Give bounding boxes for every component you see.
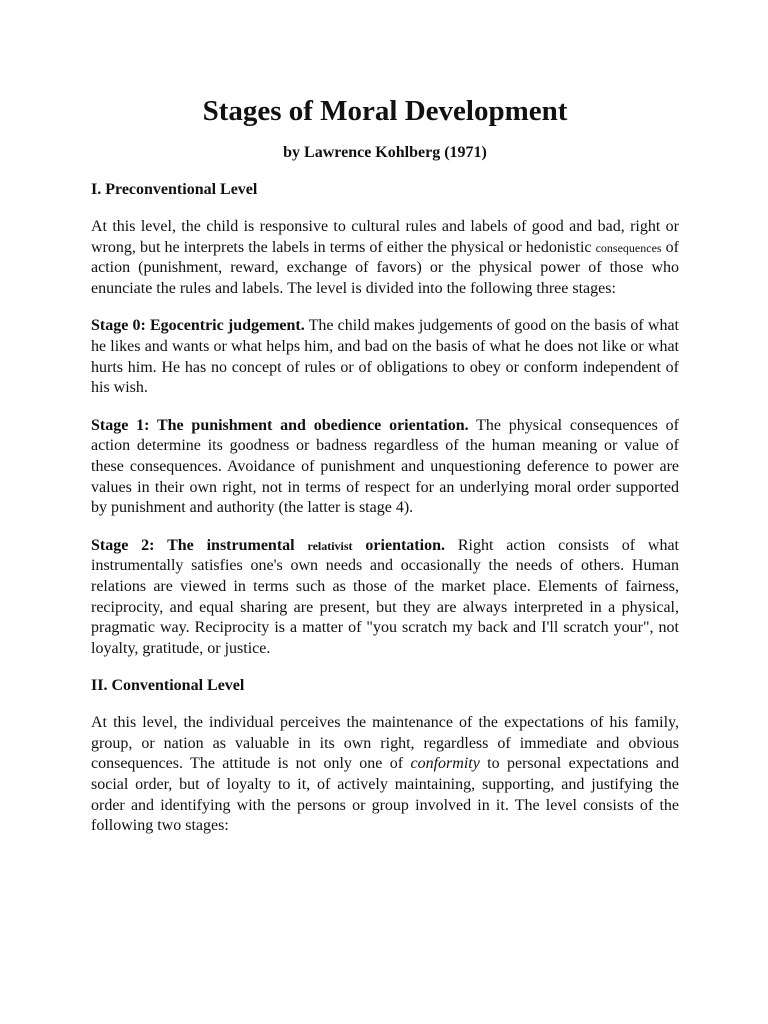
paragraph-stage-2 — [91, 536, 679, 660]
paragraph-stage-1 — [91, 416, 679, 519]
paragraph-conventional-intro — [91, 713, 679, 837]
stage-0-label: Stage 0: Egocentric judgement. — [91, 317, 305, 335]
paragraph-stage-0 — [91, 316, 679, 398]
stage-2-label-small: relativist — [307, 538, 353, 553]
document-author: by Lawrence Kohlberg (1971) — [283, 144, 487, 161]
stage-1-text: The physical consequences of action determine its goodness or badness regardless of the human meaning or value of these consequences. Avoidance of punishment and unquestioning deference to power are values in their own right, not in terms of respect for an underlying moral order supported by punishment and authority (the latter is stage 4). — [91, 416, 679, 517]
stage-2-text: Right action consists of what instrumentally satisfies one's own needs and occasionally the needs of others. Human relations are viewed in terms such as those of the market place. Elements of fairness, reciprocity, and equal sharing are present, but they are always interpreted in a physical, pragmatic way. Reciprocity is a matter of "you scratch my back and I'll scratch your", not loyalty, gratitude, or justice. — [91, 536, 679, 657]
stage-2-label-part2: orientation. — [352, 536, 445, 554]
stage-0-text: The child makes judgements of good on the basis of what he likes and wants or what helps him, and bad on the basis of what he does not like or what hurts him. He has no concept of rules or of obligations to obey or conform independent of his wish. — [91, 317, 679, 397]
stage-2-label — [91, 537, 445, 554]
section-heading-conventional: II. Conventional Level — [91, 677, 245, 695]
conventional-intro-part2: to personal expectations and social order, but of loyalty to it, of actively maintaining, supporting, and justifying the order and identifying with the persons or group involved in it. The level consists of the following two stages: — [91, 755, 680, 835]
conventional-intro-part1: At this level, the individual perceives the maintenance of the expectations of his family, group, or nation as valuable in its own right, regardless of immediate and obvious consequences. The attitude is not only one of — [91, 714, 679, 773]
document-title: Stages of Moral Development — [202, 95, 568, 127]
intro-text-part2: of action (punishment, reward, exchange of favors) or the physical power of those who enunciate the rules and labels. The level is divided into the following three stages: — [91, 238, 680, 297]
stage-2-label-part1: Stage 2: The instrumental — [91, 536, 308, 554]
conventional-intro-italic-word: conformity — [410, 755, 480, 773]
stage-1-label: Stage 1: The punishment and obedience orientation. — [91, 416, 469, 434]
paragraph-preconventional-intro — [91, 217, 679, 299]
intro-small-word: consequences — [595, 240, 662, 255]
intro-text-part1: At this level, the child is responsive to cultural rules and labels of good and bad, right or wrong, but he interprets the labels in terms of either the physical or hedonistic — [91, 218, 679, 256]
section-heading-preconventional: I. Preconventional Level — [91, 181, 258, 198]
